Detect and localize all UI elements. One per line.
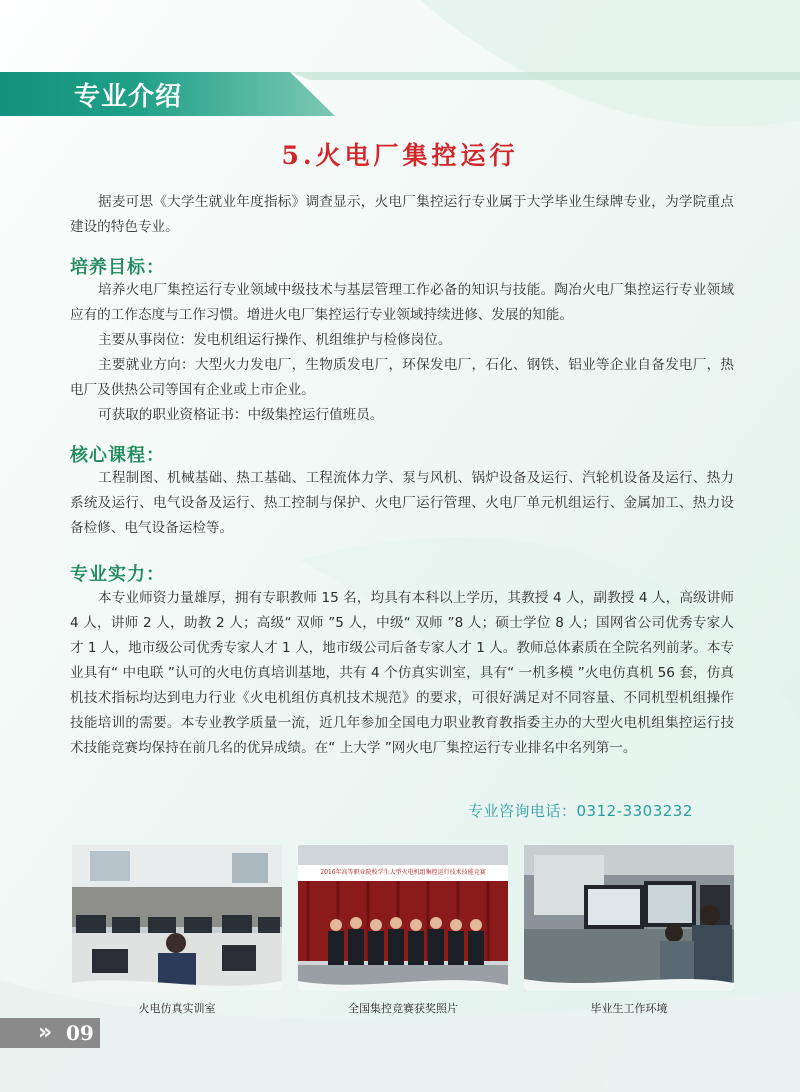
employment-directions: 主要就业方向：大型火力发电厂，生物质发电厂，环保发电厂，石化、钢铁、铝业等企业自备发电厂，热电厂及供热公司等国有企业或上市企业。	[70, 357, 734, 398]
photo-caption: 火电仿真实训室	[138, 1002, 216, 1015]
photo-caption: 毕业生工作环境	[590, 1002, 668, 1015]
core-courses-paragraph: 工程制图、机械基础、热工基础、工程流体力学、泵与风机、锅炉设备及运行、汽轮机设备及运行、热力系统及运行、电气设备及运行、热工控制与保护、火电厂运行管理、火电厂单元机组运行、金属加工、热力设备检修、电气设备运检等。	[70, 470, 734, 536]
photo-award-ceremony	[298, 845, 508, 991]
photo-work-environment	[524, 845, 734, 991]
strength-heading: 专业实力：	[70, 564, 165, 585]
training-paragraph: 培养火电厂集控运行专业领域中级技术与基层管理工作必备的知识与技能。陶冶火电厂集控运行专业领域应有的工作态度与工作习惯。增进火电厂集控运行专业领域持续进修、发展的知能。	[70, 282, 734, 323]
training-heading: 培养目标：	[70, 257, 165, 278]
certificates: 可获取的职业资格证书：中级集控运行值班员。	[98, 407, 384, 423]
section-title: 专业介绍	[74, 82, 183, 112]
page-number: 09	[66, 1021, 94, 1045]
intro-paragraph: 据麦可思《大学生就业年度指标》调查显示，火电厂集控运行专业属于大学毕业生绿牌专业，为学院重点建设的特色专业。	[70, 194, 734, 235]
contact-phone: 专业咨询电话：0312-3303232	[468, 802, 693, 820]
core-courses-heading: 核心课程：	[70, 445, 165, 466]
photo-simulation-lab	[72, 845, 282, 991]
award-banner: 2016年高等职业院校学生大型火电机组集控运行技术技能竞赛	[320, 869, 486, 876]
double-chevron-icon: »	[38, 1020, 47, 1045]
strength-paragraph: 本专业师资力量雄厚，拥有专职教师 15 名，均具有本科以上学历，其教授 4 人，副教授 4 人，高级讲师 4 人，讲师 2 人，助教 2 人；高级“ 双师 ”5 人，中级“ 双师 ”8 人；硕士学位 8 人；国网省公司优秀专家人才 1 人，地市级公司优秀专家人才 1 人，地市级公司后备专家人才 1 人。教师总体素质在全院名列前茅。本专业具有“ 中电联 ”认可的火电仿真培训基地，共有 4 个仿真实训室，具有“ 一机多模 ”火电仿真机 56 套，仿真机技术指标均达到电力行业《火电机组仿真机技术规范》的要求，可很好满足对不同容量、不同机型机组操作技能培训的需要。本专业教学质量一流，近几年参加全国电力职业教育教指委主办的大型火电机组集控运行技术技能竞赛均保持在前几名的优异成绩。在“ 上大学 ”网火电厂集控运行专业排名中名列第一。	[70, 590, 734, 756]
photo-caption: 全国集控竞赛获奖照片	[348, 1002, 458, 1015]
page-title: 5.火电厂集控运行	[281, 141, 519, 170]
job-positions: 主要从事岗位：发电机组运行操作、机组维护与检修岗位。	[98, 332, 452, 348]
